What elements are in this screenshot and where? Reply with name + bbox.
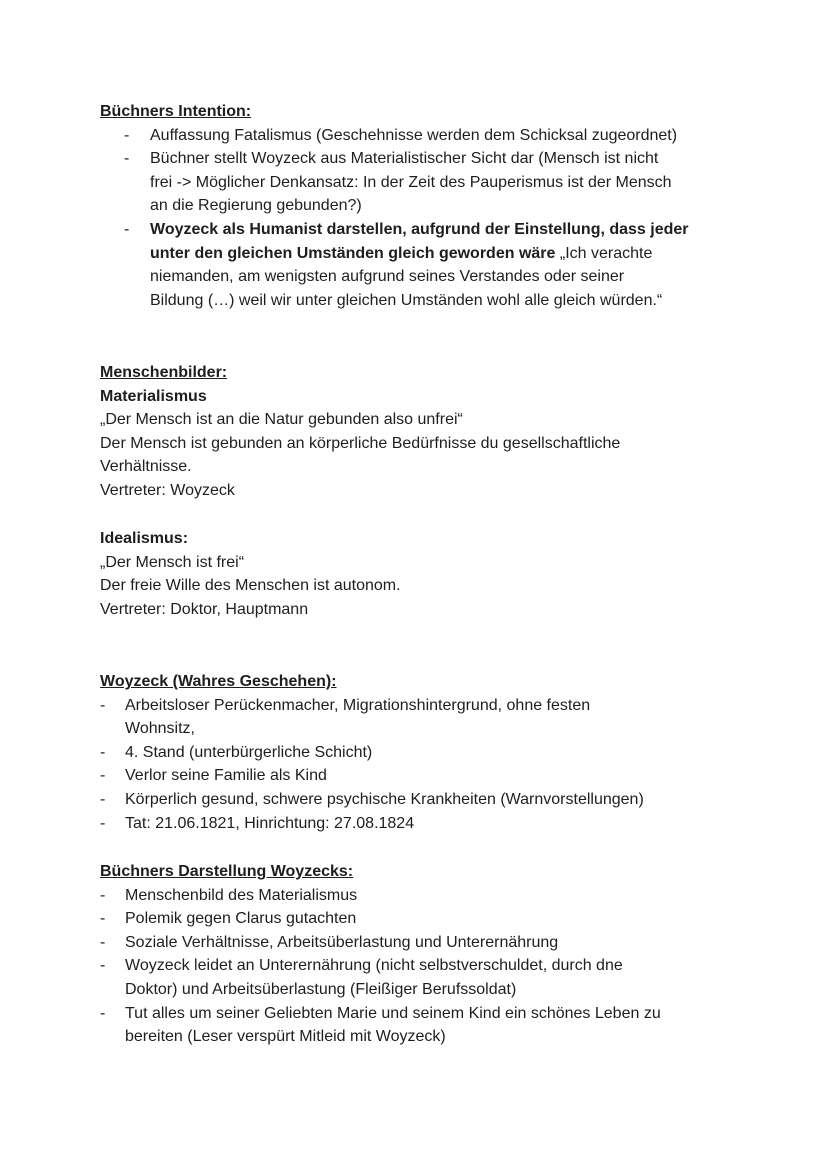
intention-list [100,124,740,313]
bullet-dash: - [100,933,106,951]
woyzeck-heading: Woyzeck (Wahres Geschehen): [100,673,337,690]
list-item: - Verlor seine Familie als Kind [100,764,740,788]
bullet-dash: - [124,126,130,144]
bullet-dash: - [100,910,106,928]
bullet-dash: - [100,696,106,714]
list-item: - Büchner stellt Woyzeck aus Materialistischer Sicht dar (Mensch ist nicht frei -> Möglicher Denkansatz: In der Zeit des Pauperismus ist der Mensch an die Regierung gebunden?) [100,147,740,218]
list-item: - Tat: 21.06.1821, Hinrichtung: 27.08.1824 [100,812,740,836]
bullet-dash: - [124,150,130,168]
bullet-dash: - [100,886,106,904]
list-item: - Woyzeck als Humanist darstellen, aufgrund der Einstellung, dass jeder unter den gleichen Umständen gleich geworden wäre „Ich verachte niemanden, am wenigsten aufgrund seines Verstandes oder seiner Bildung (…) weil wir unter gleichen Umständen wohl alle gleich würden.“ [100,218,740,312]
idealismus-title: Idealismus: [100,530,189,547]
menschenbilder-section: Menschenbilder: Materialismus „Der Mensch ist an die Natur gebunden also unfrei“ Der Mensch ist gebunden an körperliche Bedürfnisse du gesellschaftliche Verhältnisse. Vertreter: Woyzeck [100,361,740,503]
bullet-dash: - [100,790,106,808]
darstellung-heading: Büchners Darstellung Woyzecks: [100,863,354,880]
materialismus-title: Materialismus [100,387,207,405]
list-item: - Polemik gegen Clarus gutachten [100,907,740,931]
list-item: - Menschenbild des Materialismus [100,884,740,908]
bullet-dash: - [100,1004,106,1022]
darstellung-section [100,860,740,1049]
bullet-dash: - [100,814,106,832]
list-item: - Auffassung Fatalismus (Geschehnisse werden dem Schicksal zugeordnet) [100,124,740,148]
darstellung-list [100,884,740,1049]
intention-heading: Büchners Intention: [100,103,252,120]
bullet-dash: - [124,220,130,238]
woyzeck-section [100,670,740,835]
bullet-dash: - [100,957,106,975]
list-item: - Körperlich gesund, schwere psychische Krankheiten (Warnvorstellungen) [100,788,740,812]
bullet-dash: - [100,743,106,761]
list-item: - Soziale Verhältnisse, Arbeitsüberlastung und Unterernährung [100,931,740,955]
list-item: - Arbeitsloser Perückenmacher, Migrationshintergrund, ohne festen Wohnsitz, [100,694,740,741]
list-item: - 4. Stand (unterbürgerliche Schicht) [100,741,740,765]
woyzeck-list [100,694,740,836]
idealismus-section: Idealismus: „Der Mensch ist frei“ Der freie Wille des Menschen ist autonom. Vertreter: Doktor, Hauptmann [100,527,740,621]
bullet-dash: - [100,767,106,785]
list-item: - Woyzeck leidet an Unterernährung (nicht selbstverschuldet, durch dne Doktor) und Arbeitsüberlastung (Fleißiger Berufssoldat) [100,954,740,1001]
intention-section [100,100,740,312]
menschenbilder-heading: Menschenbilder: [100,364,228,381]
list-item: - Tut alles um seiner Geliebten Marie und seinem Kind ein schönes Leben zu bereiten (Leser verspürt Mitleid mit Woyzeck) [100,1002,740,1049]
